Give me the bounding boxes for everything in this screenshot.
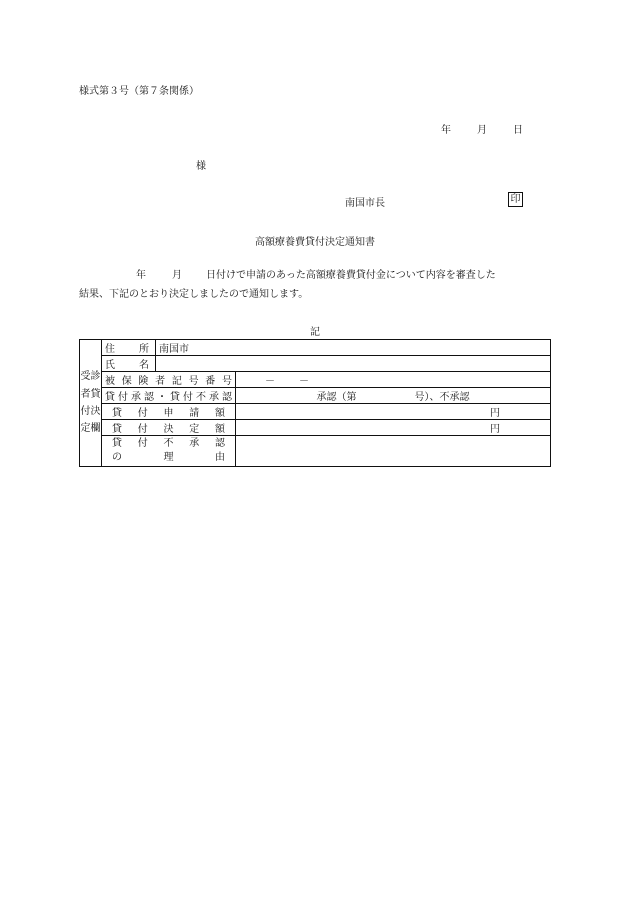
recipient-suffix: 様	[196, 161, 206, 172]
table-row-rejection-reason	[80, 436, 551, 467]
insured-number-dash-1: －	[265, 376, 275, 387]
insured-number-dash-2: －	[299, 376, 309, 387]
side-label: 受診者貸付決定欄	[80, 340, 102, 467]
body-line1-rest: 日付けで申請のあった高額療養費貸付金について内容を審査した	[206, 270, 496, 281]
name-value	[156, 356, 551, 372]
body-month-label: 月	[172, 270, 182, 281]
table-row-address	[80, 340, 551, 356]
insured-number-label: 被保険者記号番号	[102, 372, 236, 388]
table-row-applied-amount	[80, 404, 551, 420]
address-label: 住 所	[102, 340, 156, 356]
rejection-reason-value	[236, 436, 551, 467]
body-year-label: 年	[136, 270, 146, 281]
name-label: 氏 名	[102, 356, 156, 372]
date-month-label: 月	[477, 125, 487, 136]
table-row-approval	[80, 388, 551, 404]
seal-stamp: 印	[508, 192, 523, 207]
applied-amount-label: 貸付申請額	[102, 404, 236, 420]
address-value: 南国市	[156, 340, 551, 356]
approval-prefix: 承認（第	[316, 392, 357, 403]
approval-suffix: 号）、不承認	[414, 392, 470, 403]
rejection-reason-label-line-1: 貸付不承認	[112, 438, 225, 449]
body-line-1	[79, 266, 559, 285]
applied-amount-unit: 円	[236, 404, 551, 420]
decided-amount-label: 貸付決定額	[102, 420, 236, 436]
approval-label: 貸付承認・貸付不承認	[102, 388, 236, 404]
body-line-2: 結果、下記のとおり決定しましたので通知します。	[79, 289, 309, 300]
date-line	[441, 121, 523, 136]
table-row-insured-number	[80, 372, 551, 388]
rejection-reason-label	[102, 436, 236, 467]
insured-number-value	[236, 372, 551, 388]
record-heading: 記	[310, 327, 320, 338]
form-number: 様式第３号（第７条関係）	[79, 86, 199, 97]
details-table	[79, 339, 551, 467]
document-title: 高額療養費貸付決定通知書	[255, 237, 375, 248]
approval-value	[236, 388, 551, 404]
issuer-name: 南国市長	[345, 198, 385, 209]
rejection-reason-label-line-2: の理由	[112, 452, 225, 463]
body-text	[79, 266, 559, 304]
date-day-label: 日	[513, 125, 523, 136]
table-row-decided-amount	[80, 420, 551, 436]
table-row-name	[80, 356, 551, 372]
date-year-label: 年	[441, 125, 451, 136]
decided-amount-unit: 円	[236, 420, 551, 436]
